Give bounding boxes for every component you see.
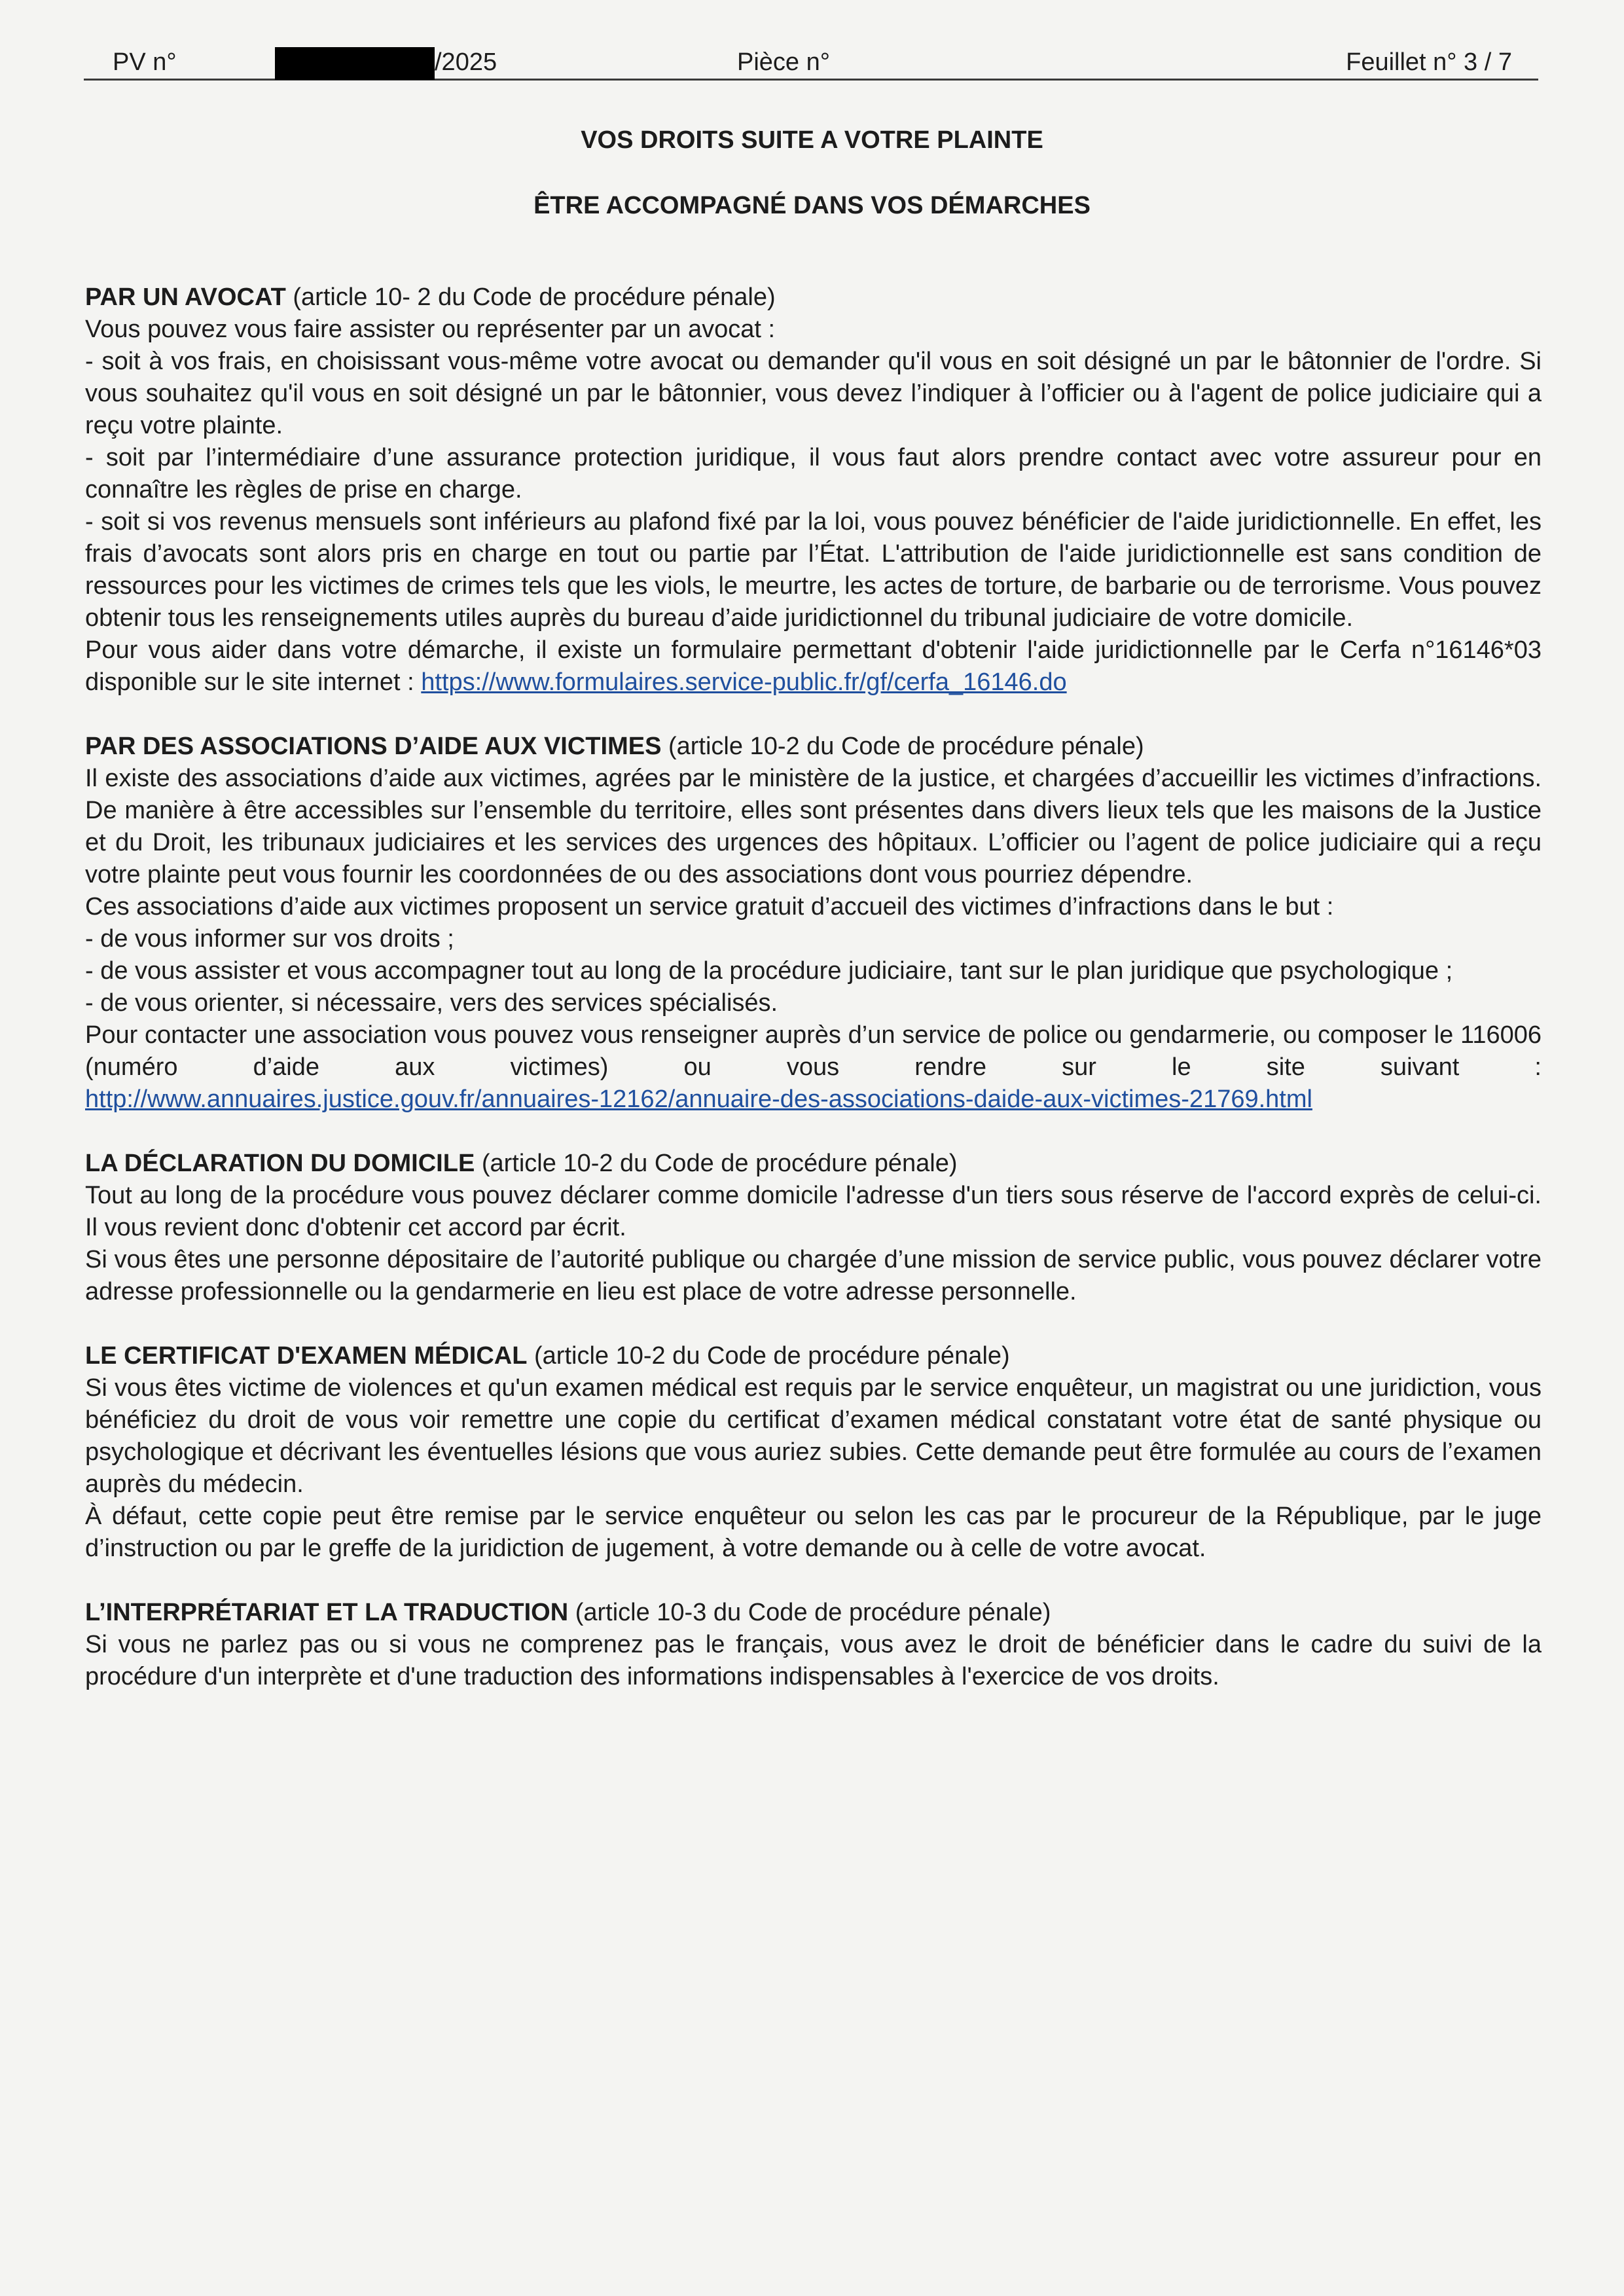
pv-number-label: PV n° — [113, 48, 177, 76]
section-heading: LA DÉCLARATION DU DOMICILE — [85, 1150, 475, 1177]
article-reference: (article 10- 2 du Code de procédure pénale) — [285, 283, 776, 311]
paragraph: Si vous ne parlez pas ou si vous ne comprenez pas le français, vous avez le droit de bénéficier dans le cadre du suivi de la procédure d'un interprète et d'une traduction des informations indispensables à l'exercice de vos droits. — [85, 1631, 1542, 1690]
section-heading: LE CERTIFICAT D'EXAMEN MÉDICAL — [85, 1342, 528, 1370]
article-reference: (article 10-2 du Code de procédure pénale) — [527, 1342, 1010, 1370]
section-heading-line — [85, 1340, 1542, 1372]
redaction-box — [275, 47, 435, 80]
paragraph: - soit à vos frais, en choisissant vous-même votre avocat ou demander qu'il vous en soit désigné un par le bâtonnier de l'ordre. Si vous souhaitez qu'il vous en soit désigné un par le bâtonnier, vous devez l’indiquer à l’officier ou à l'agent de police judiciaire qui a reçu votre plainte. — [85, 348, 1542, 439]
paragraph-text: Pour vous aider dans votre démarche, il existe un formulaire permettant d'obtenir l'aide juridictionnelle par le Cerfa n°16146*03 disponible sur le site internet : — [85, 636, 1542, 696]
section-domicile — [85, 1148, 1542, 1308]
article-reference: (article 10-3 du Code de procédure pénale) — [568, 1599, 1051, 1626]
sheet-number: Feuillet n° 3 / 7 — [1346, 48, 1512, 76]
paragraph: Tout au long de la procédure vous pouvez déclarer comme domicile l'adresse d'un tiers sous réserve de l'accord exprès de celui-ci. Il vous revient donc d'obtenir cet accord par écrit. — [85, 1182, 1542, 1241]
paragraph — [85, 634, 1542, 699]
document-body — [85, 282, 1542, 1693]
section-interpretariat — [85, 1597, 1542, 1693]
paragraph: - de vous assister et vous accompagner tout au long de la procédure judiciaire, tant sur le plan juridique que psychologique ; — [85, 957, 1453, 985]
section-heading: PAR DES ASSOCIATIONS D’AIDE AUX VICTIMES — [85, 733, 662, 760]
pv-year: /2025 — [435, 48, 497, 76]
article-reference: (article 10-2 du Code de procédure pénale) — [475, 1150, 958, 1177]
paragraph: - de vous informer sur vos droits ; — [85, 925, 454, 953]
paragraph: Il existe des associations d’aide aux victimes, agrées par le ministère de la justice, et chargées d’accueillir les victimes d’infractions. De manière à être accessibles sur l’ensemble du territoire, elles sont présentes dans divers lieux tels que les maisons de la Justice et du Droit, les tribunaux judiciaires et les services des urgences des hôpitaux. L’officier ou l’agent de police judiciaire qui a reçu votre plainte peut vous fournir les coordonnées de ou des associations dont vous pourriez dépendre. — [85, 765, 1542, 888]
paragraph — [85, 1084, 1542, 1116]
page-subtitle: ÊTRE ACCOMPAGNÉ DANS VOS DÉMARCHES — [533, 192, 1091, 219]
section-heading-line — [85, 1148, 1542, 1180]
section-avocat — [85, 282, 1542, 699]
associations-directory-link[interactable]: http://www.annuaires.justice.gouv.fr/annuaires-12162/annuaire-des-associations-daide-aux-victimes-21769.html — [85, 1085, 1312, 1113]
piece-number-label: Pièce n° — [737, 48, 830, 76]
section-associations — [85, 731, 1542, 1116]
section-heading-line — [85, 1597, 1542, 1629]
paragraph: Si vous êtes victime de violences et qu'un examen médical est requis par le service enquêteur, un magistrat ou une juridiction, vous bénéficiez du droit de vous voir remettre une copie du certificat d’examen médical constatant votre état de santé physique ou psychologique et décrivant les éventuelles lésions que vous auriez subies. Cette demande peut être formulée au cours de l’examen auprès du médecin. — [85, 1374, 1542, 1498]
paragraph: Si vous êtes une personne dépositaire de l’autorité publique ou chargée d’une mission de service public, vous pouvez déclarer votre adresse professionnelle ou la gendarmerie en lieu est place de votre adresse personnelle. — [85, 1246, 1542, 1305]
paragraph: - soit par l’intermédiaire d’une assurance protection juridique, il vous faut alors prendre contact avec votre assureur pour en connaître les règles de prise en charge. — [85, 444, 1542, 503]
page-title: VOS DROITS SUITE A VOTRE PLAINTE — [581, 126, 1043, 154]
section-heading: PAR UN AVOCAT — [85, 283, 286, 311]
paragraph: Ces associations d’aide aux victimes proposent un service gratuit d’accueil des victimes d’infractions dans le but : — [85, 893, 1334, 920]
cerfa-link[interactable]: https://www.formulaires.service-public.fr/gf/cerfa_16146.do — [421, 668, 1067, 696]
section-heading: L’INTERPRÉTARIAT ET LA TRADUCTION — [85, 1599, 569, 1626]
paragraph: Pour contacter une association vous pouvez vous renseigner auprès d’un service de police ou gendarmerie, ou composer le 116006 (numéro d’aide aux victimes) ou vous rendre sur le site suivant : — [85, 1021, 1542, 1081]
article-reference: (article 10-2 du Code de procédure pénale) — [661, 733, 1144, 760]
paragraph: - soit si vos revenus mensuels sont inférieurs au plafond fixé par la loi, vous pouvez bénéficier de l'aide juridictionnelle. En effet, les frais d’avocats sont alors pris en charge en tout ou partie par l’État. L'attribution de l'aide juridictionnelle est sans condition de ressources pour les victimes de crimes tels que les viols, le meurtre, les actes de torture, de barbarie ou de terrorisme. Vous pouvez obtenir tous les renseignements utiles auprès du bureau d’aide juridictionnel du tribunal judiciaire de votre domicile. — [85, 508, 1542, 632]
page-header — [84, 46, 1538, 81]
section-certificat — [85, 1340, 1542, 1565]
paragraph: Vous pouvez vous faire assister ou représenter par un avocat : — [85, 316, 776, 343]
section-heading-line — [85, 731, 1542, 763]
paragraph: À défaut, cette copie peut être remise par le service enquêteur ou selon les cas par le procureur de la République, par le juge d’instruction ou par le greffe de la juridiction de jugement, à votre demande ou à celle de votre avocat. — [85, 1503, 1542, 1562]
section-heading-line — [85, 282, 1542, 314]
paragraph: - de vous orienter, si nécessaire, vers des services spécialisés. — [85, 989, 778, 1017]
